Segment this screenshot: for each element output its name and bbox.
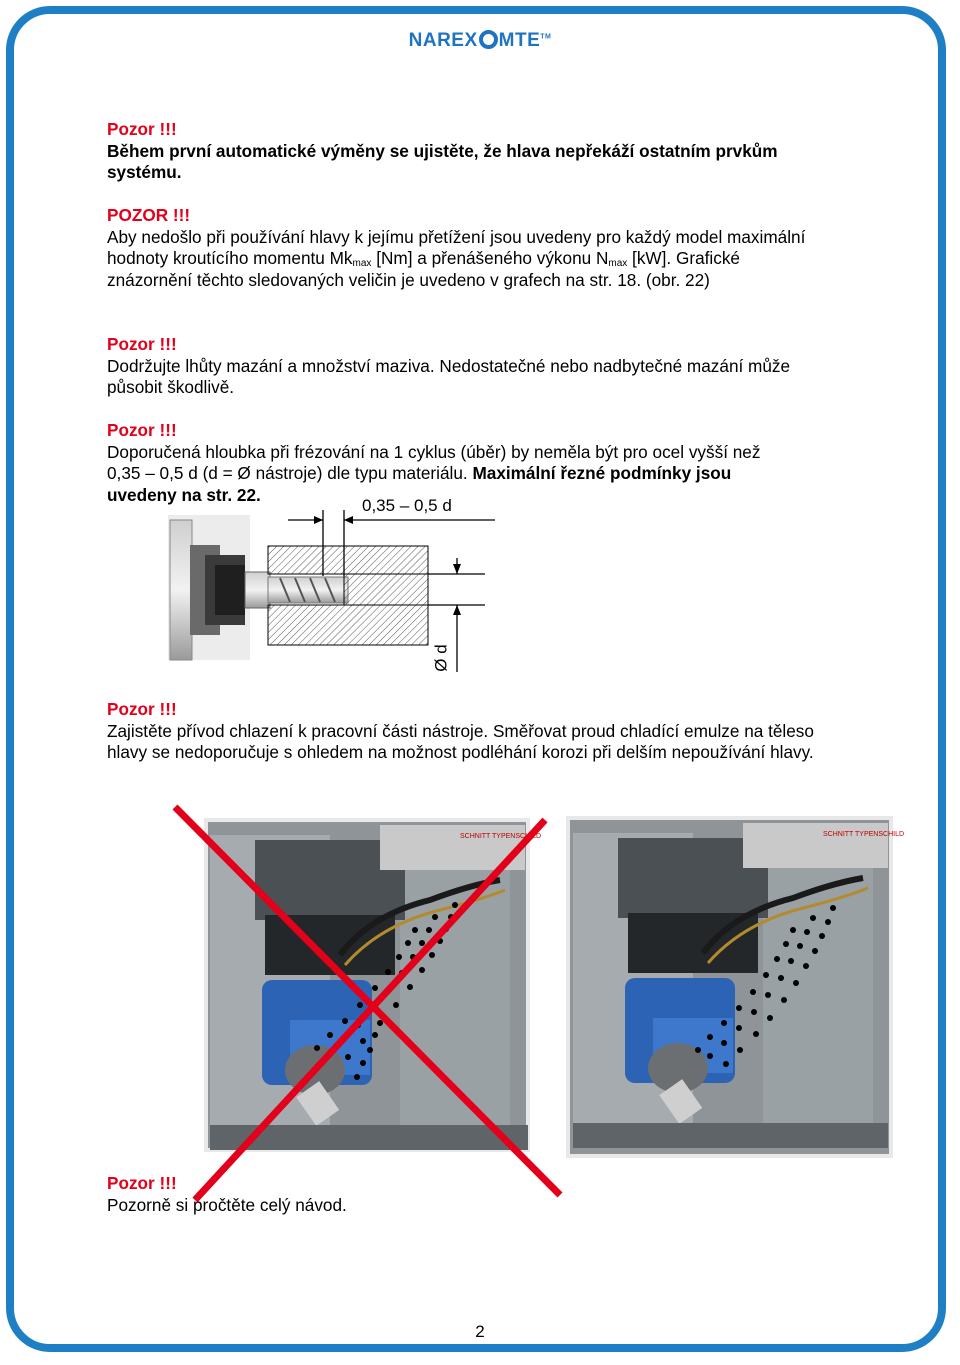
warning-title: Pozor !!!: [107, 119, 177, 139]
warning-text: [107, 442, 797, 507]
warning-text: Dodržujte lhůty mazání a množství maziva. Nedostatečné nebo nadbytečné mazání může působit škodlivě.: [107, 355, 791, 398]
warning-section-6: [107, 1173, 827, 1216]
photo-label: SCHNITT TYPENSCHILD: [823, 831, 905, 838]
brand-logo: [0, 30, 960, 52]
warning-section-5: [107, 699, 827, 764]
logo-narex: NAREX: [408, 30, 478, 51]
warning-section-1: [107, 119, 827, 184]
text-part: [kW]. Grafické znázornění těchto sledovaných veličin je uvedeno v grafech na str. 18. (obr. 22): [107, 248, 740, 290]
diameter-dimension-label: Ø d: [431, 644, 451, 672]
photo-label: SCHNITT TYPENSCHILD: [460, 833, 542, 840]
warning-text: Zajistěte přívod chlazení k pracovní části nástroje. Směřovat proud chladící emulze na těleso hlavy se nedoporučuje s ohledem na možnost podléhání korozi při delším nepoužívání hlavy.: [107, 720, 814, 763]
subscript: max: [352, 258, 372, 270]
warning-text: Pozorně si pročtěte celý návod.: [107, 1194, 347, 1215]
coolant-wrong-photo: [170, 805, 570, 1200]
logo-mte: MTE: [498, 30, 541, 51]
warning-title: Pozor !!!: [107, 699, 177, 719]
text-bold-part: Maximální řezné podmínky jsou uvedeny na str. 22.: [107, 463, 732, 505]
text-part: [Nm] a přenášeného výkonu N: [371, 248, 609, 269]
warning-title: Pozor !!!: [107, 1173, 177, 1193]
text-part: Doporučená hloubka při frézování na 1 cyklus (úběr) by neměla být pro ocel vyšší než 0,35 – 0,5 d (d = Ø nástroje) dle typu materiálu.: [107, 441, 761, 484]
warning-section-4: [107, 420, 797, 506]
warning-title: Pozor !!!: [107, 334, 177, 354]
logo-tm: TM: [540, 33, 552, 41]
text-part: Aby nedošlo při používání hlavy k jejímu přetížení jsou uvedeny pro každý model maximální hodnoty kroutícího momentu Mk: [107, 226, 806, 269]
warning-section-2: [107, 205, 827, 291]
warning-text: Během první automatické výměny se ujistěte, že hlava nepřekáží ostatním prvkům systému.: [107, 140, 778, 183]
warning-title: Pozor !!!: [107, 420, 177, 440]
warning-section-3: [107, 334, 827, 399]
depth-dimension-label: 0,35 – 0,5 d: [362, 496, 452, 515]
page-number: 2: [475, 1322, 485, 1341]
subscript: max: [608, 258, 628, 270]
logo-ring-icon: [479, 30, 498, 49]
warning-title: POZOR !!!: [107, 205, 191, 225]
warning-text: [107, 227, 827, 292]
coolant-correct-photo: [568, 818, 905, 1158]
